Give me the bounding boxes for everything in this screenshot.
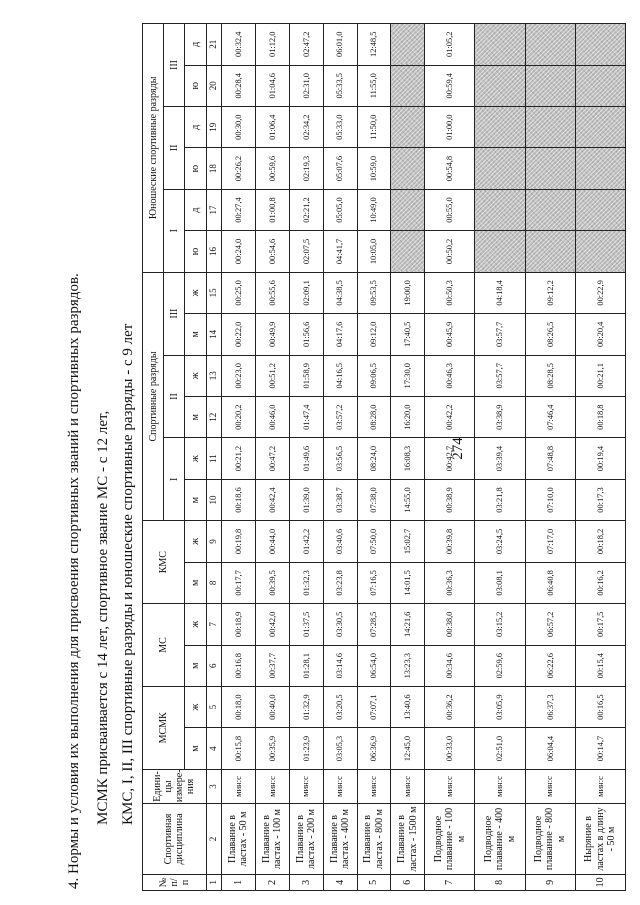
norm-value-cell: 00:19,8: [221, 521, 255, 562]
row-unit: мин:с: [391, 769, 425, 803]
norm-value-cell: 07:38,0: [357, 479, 391, 520]
norm-value-cell: 00:27,4: [221, 189, 255, 230]
norm-value-cell: 11:50,0: [357, 106, 391, 147]
norm-value-cell: 04:16,5: [323, 355, 357, 396]
row-unit: мин:с: [475, 769, 525, 803]
norm-value-cell: 01:05,2: [425, 24, 475, 66]
row-number: 7: [425, 874, 475, 890]
column-number: 2: [206, 804, 221, 875]
column-number: 5: [206, 686, 221, 727]
table-row: [289, 24, 323, 891]
header-youth-rank-1: I: [164, 189, 185, 272]
norm-value-cell: 00:28,4: [221, 65, 255, 106]
norm-value-cell: 07:50,0: [357, 521, 391, 562]
norm-value-cell: 00:33,0: [425, 728, 475, 769]
header-youth-rank-3: III: [164, 24, 185, 107]
norm-value-cell: 01:49,6: [289, 438, 323, 479]
row-discipline: Плавание в ластах - 50 м: [221, 804, 255, 875]
norm-value-cell: 00:19,4: [575, 438, 625, 479]
norm-value-cell: 00:22,0: [221, 314, 255, 355]
no-norm-cell: [575, 24, 625, 66]
norm-value-cell: 00:42,7: [425, 438, 475, 479]
norm-value-cell: 01:12,0: [255, 24, 289, 66]
column-number: 21: [206, 24, 221, 66]
header-discipline: Спортивная дисциплина: [143, 804, 207, 875]
no-norm-cell: [575, 189, 625, 230]
row-number: 6: [391, 874, 425, 890]
header-no: № п/п: [143, 874, 207, 890]
norms-table: [142, 23, 626, 891]
norm-value-cell: 12:48,5: [357, 24, 391, 66]
norm-value-cell: 03:40,6: [323, 521, 357, 562]
norm-value-cell: 06:22,6: [525, 645, 575, 686]
row-unit: мин:с: [425, 769, 475, 803]
norm-value-cell: 00:35,9: [255, 728, 289, 769]
column-number: 6: [206, 645, 221, 686]
norm-value-cell: 03:38,9: [475, 396, 525, 437]
column-number: 16: [206, 231, 221, 272]
norm-value-cell: 05:33,5: [323, 65, 357, 106]
no-norm-cell: [525, 189, 575, 230]
row-unit: мин:с: [255, 769, 289, 803]
norm-value-cell: 06:40,8: [525, 562, 575, 603]
row-unit: мин:с: [221, 769, 255, 803]
norm-value-cell: 03:21,8: [475, 479, 525, 520]
column-number: 10: [206, 479, 221, 520]
norm-value-cell: 00:18,2: [575, 521, 625, 562]
norm-value-cell: 01:00,8: [255, 189, 289, 230]
header-youth-ranks: Юношеские спортивные разряды: [143, 24, 164, 273]
row-discipline: Подводное плавание - 800 м: [525, 804, 575, 875]
header-sport-ranks: Спортивные разряды: [143, 272, 164, 521]
norm-value-cell: 02:31,0: [289, 65, 323, 106]
norm-value-cell: 00:44,0: [255, 521, 289, 562]
norm-value-cell: 00:18,9: [221, 604, 255, 645]
norm-value-cell: 03:38,7: [323, 479, 357, 520]
header-row-1: [143, 24, 164, 891]
norm-value-cell: 07:17,0: [525, 521, 575, 562]
header-gender-5: м: [185, 562, 206, 603]
header-gender-18: д: [185, 24, 206, 66]
norm-value-cell: 02:59,6: [475, 645, 525, 686]
age-rules-line-2: КМС, I, II, III спортивные разряды и юношеские спортивные разряды - с 9 лет: [120, 323, 136, 825]
norm-value-cell: 00:17,7: [221, 562, 255, 603]
norm-value-cell: 01:32,3: [289, 562, 323, 603]
norm-value-cell: 00:50,2: [425, 231, 475, 272]
norm-value-cell: 13:40,6: [391, 686, 425, 727]
table-row: [221, 24, 255, 891]
norm-value-cell: 08:28,0: [357, 396, 391, 437]
norm-value-cell: 10:49,0: [357, 189, 391, 230]
norm-value-cell: 00:17,3: [575, 479, 625, 520]
table-row: [475, 24, 525, 891]
norm-value-cell: 00:26,2: [221, 148, 255, 189]
norm-value-cell: 04:17,6: [323, 314, 357, 355]
no-norm-cell: [525, 65, 575, 106]
norm-value-cell: 04:41,7: [323, 231, 357, 272]
norm-value-cell: 06:37,3: [525, 686, 575, 727]
norm-value-cell: 01:32,9: [289, 686, 323, 727]
norm-value-cell: 13:23,3: [391, 645, 425, 686]
norm-value-cell: 00:18,8: [575, 396, 625, 437]
norm-value-cell: 06:01,0: [323, 24, 357, 66]
norm-value-cell: 03:57,7: [475, 355, 525, 396]
header-gender-11: м: [185, 314, 206, 355]
no-norm-cell: [475, 65, 525, 106]
norm-value-cell: 07:46,4: [525, 396, 575, 437]
norm-value-cell: 04:18,4: [475, 272, 525, 313]
norm-value-cell: 07:48,8: [525, 438, 575, 479]
column-number: 14: [206, 314, 221, 355]
norm-value-cell: 00:21,2: [221, 438, 255, 479]
norm-value-cell: 00:24,0: [221, 231, 255, 272]
header-gender-1: м: [185, 728, 206, 769]
norm-value-cell: 10:05,0: [357, 231, 391, 272]
norm-value-cell: 15:02,7: [391, 521, 425, 562]
row-number: 8: [475, 874, 525, 890]
norm-value-cell: 00:59,4: [425, 65, 475, 106]
header-gender-17: ю: [185, 65, 206, 106]
norm-value-cell: 17:40,5: [391, 314, 425, 355]
table-row: [391, 24, 425, 891]
norm-value-cell: 00:22,9: [575, 272, 625, 313]
row-unit: мин:с: [575, 769, 625, 803]
no-norm-cell: [475, 189, 525, 230]
header-gender-16: д: [185, 106, 206, 147]
page-number: 274: [449, 437, 466, 460]
norm-value-cell: 00:46,0: [255, 396, 289, 437]
column-number: 15: [206, 272, 221, 313]
norm-value-cell: 00:50,3: [425, 272, 475, 313]
header-gender-9: м: [185, 396, 206, 437]
norm-value-cell: 03:57,2: [323, 396, 357, 437]
norm-value-cell: 02:19,3: [289, 148, 323, 189]
norm-value-cell: 00:49,9: [255, 314, 289, 355]
norm-value-cell: 03:08,1: [475, 562, 525, 603]
norm-value-cell: 00:55,6: [255, 272, 289, 313]
norm-value-cell: 00:21,1: [575, 355, 625, 396]
norm-value-cell: 05:05,0: [323, 189, 357, 230]
no-norm-cell: [575, 65, 625, 106]
header-sport-rank-1: I: [164, 438, 185, 521]
header-gender-3: м: [185, 645, 206, 686]
norm-value-cell: 06:36,9: [357, 728, 391, 769]
norm-value-cell: 01:04,6: [255, 65, 289, 106]
no-norm-cell: [525, 24, 575, 66]
norm-value-cell: 14:21,6: [391, 604, 425, 645]
norm-value-cell: 00:16,5: [575, 686, 625, 727]
no-norm-cell: [475, 106, 525, 147]
no-norm-cell: [391, 189, 425, 230]
header-gender-4: ж: [185, 604, 206, 645]
header-sport-rank-3: III: [164, 272, 185, 355]
norm-value-cell: 03:05,3: [323, 728, 357, 769]
norm-value-cell: 03:39,4: [475, 438, 525, 479]
column-number: 17: [206, 189, 221, 230]
norm-value-cell: 02:51,0: [475, 728, 525, 769]
row-discipline: Ныряние в ластах в длину - 50 м: [575, 804, 625, 875]
table-row: [425, 24, 475, 891]
row-discipline: Плавание в ластах - 200 м: [289, 804, 323, 875]
row-number: 2: [255, 874, 289, 890]
table-row: [575, 24, 625, 891]
norm-value-cell: 01:00,0: [425, 106, 475, 147]
no-norm-cell: [575, 106, 625, 147]
column-number: 13: [206, 355, 221, 396]
header-gender-15: ю: [185, 148, 206, 189]
no-norm-cell: [391, 106, 425, 147]
norm-value-cell: 00:23,0: [221, 355, 255, 396]
no-norm-cell: [475, 148, 525, 189]
norm-value-cell: 06:57,2: [525, 604, 575, 645]
norm-value-cell: 01:06,4: [255, 106, 289, 147]
norm-value-cell: 08:24,0: [357, 438, 391, 479]
norm-value-cell: 10:59,0: [357, 148, 391, 189]
norm-value-cell: 00:39,8: [425, 521, 475, 562]
norm-value-cell: 02:47,2: [289, 24, 323, 66]
norm-value-cell: 03:14,6: [323, 645, 357, 686]
no-norm-cell: [525, 148, 575, 189]
column-number: 7: [206, 604, 221, 645]
table-row: [525, 24, 575, 891]
row-discipline: Подводное плавание - 400 м: [475, 804, 525, 875]
column-number: 4: [206, 728, 221, 769]
column-number: 12: [206, 396, 221, 437]
row-discipline: Подводное плавание - 100 м: [425, 804, 475, 875]
norm-value-cell: 00:38,0: [425, 604, 475, 645]
norm-value-cell: 00:32,4: [221, 24, 255, 66]
norm-value-cell: 02:21,2: [289, 189, 323, 230]
norm-value-cell: 00:20,4: [575, 314, 625, 355]
row-number: 5: [357, 874, 391, 890]
norm-value-cell: 00:51,2: [255, 355, 289, 396]
row-discipline: Плавание в ластах - 1500 м: [391, 804, 425, 875]
norm-value-cell: 00:15,8: [221, 728, 255, 769]
no-norm-cell: [391, 148, 425, 189]
norm-value-cell: 00:36,2: [425, 686, 475, 727]
norm-value-cell: 01:47,4: [289, 396, 323, 437]
norm-value-cell: 03:05,9: [475, 686, 525, 727]
norm-value-cell: 17:30,0: [391, 355, 425, 396]
norm-value-cell: 03:20,5: [323, 686, 357, 727]
header-unit: Едини-цы измере-ния: [143, 769, 207, 803]
norm-value-cell: 04:38,5: [323, 272, 357, 313]
norm-value-cell: 06:54,0: [357, 645, 391, 686]
norm-value-cell: 00:25,0: [221, 272, 255, 313]
norm-value-cell: 07:28,5: [357, 604, 391, 645]
row-number: 4: [323, 874, 357, 890]
norm-value-cell: 11:55,0: [357, 65, 391, 106]
norm-value-cell: 00:46,3: [425, 355, 475, 396]
norm-value-cell: 07:10,0: [525, 479, 575, 520]
column-number: 19: [206, 106, 221, 147]
norm-value-cell: 05:33,0: [323, 106, 357, 147]
header-msmk: МСМК: [143, 686, 185, 769]
header-youth-rank-2: II: [164, 106, 185, 189]
norm-value-cell: 16:08,3: [391, 438, 425, 479]
norm-value-cell: 00:45,9: [425, 314, 475, 355]
norm-value-cell: 00:42,0: [255, 604, 289, 645]
norm-value-cell: 00:34,6: [425, 645, 475, 686]
norm-value-cell: 03:15,2: [475, 604, 525, 645]
norm-value-cell: 00:15,4: [575, 645, 625, 686]
norm-value-cell: 12:45,0: [391, 728, 425, 769]
header-gender-7: м: [185, 479, 206, 520]
norm-value-cell: 01:42,2: [289, 521, 323, 562]
norm-value-cell: 01:56,6: [289, 314, 323, 355]
row-unit: мин:с: [357, 769, 391, 803]
row-discipline: Плавание в ластах - 800 м: [357, 804, 391, 875]
norm-value-cell: 00:20,2: [221, 396, 255, 437]
table-row: [357, 24, 391, 891]
norm-value-cell: 02:34,2: [289, 106, 323, 147]
norm-value-cell: 00:36,3: [425, 562, 475, 603]
norm-value-cell: 00:42,4: [255, 479, 289, 520]
norm-value-cell: 03:24,5: [475, 521, 525, 562]
header-sport-rank-2: II: [164, 355, 185, 438]
norm-value-cell: 07:16,5: [357, 562, 391, 603]
column-number: 20: [206, 65, 221, 106]
row-number: 10: [575, 874, 625, 890]
header-ms: МС: [143, 604, 185, 687]
no-norm-cell: [391, 231, 425, 272]
column-number-row: [206, 24, 221, 891]
header-gender-2: ж: [185, 686, 206, 727]
norm-value-cell: 00:16,8: [221, 645, 255, 686]
header-gender-14: д: [185, 189, 206, 230]
norm-value-cell: 01:28,1: [289, 645, 323, 686]
norm-value-cell: 00:37,7: [255, 645, 289, 686]
norm-value-cell: 09:12,2: [525, 272, 575, 313]
norm-value-cell: 00:18,0: [221, 686, 255, 727]
norm-value-cell: 00:14,7: [575, 728, 625, 769]
column-number: 18: [206, 148, 221, 189]
norm-value-cell: 00:55,0: [425, 189, 475, 230]
row-discipline: Плавание в ластах - 400 м: [323, 804, 357, 875]
norm-value-cell: 00:30,0: [221, 106, 255, 147]
norm-value-cell: 00:40,0: [255, 686, 289, 727]
norm-value-cell: 16:20,0: [391, 396, 425, 437]
norm-value-cell: 00:17,5: [575, 604, 625, 645]
row-number: 3: [289, 874, 323, 890]
no-norm-cell: [475, 231, 525, 272]
row-number: 1: [221, 874, 255, 890]
age-rules-line-1: МСМК присваивается с 14 лет, спортивное звание МС - с 12 лет,: [95, 410, 111, 825]
norm-value-cell: 01:58,9: [289, 355, 323, 396]
norm-value-cell: 00:18,6: [221, 479, 255, 520]
norm-value-cell: 01:23,9: [289, 728, 323, 769]
row-number: 9: [525, 874, 575, 890]
no-norm-cell: [391, 24, 425, 66]
norm-value-cell: 19:00,0: [391, 272, 425, 313]
row-unit: мин:с: [525, 769, 575, 803]
no-norm-cell: [475, 24, 525, 66]
column-number: 1: [206, 874, 221, 890]
no-norm-cell: [391, 65, 425, 106]
norm-value-cell: 03:56,5: [323, 438, 357, 479]
norm-value-cell: 06:04,4: [525, 728, 575, 769]
norm-value-cell: 00:16,2: [575, 562, 625, 603]
no-norm-cell: [575, 148, 625, 189]
document-title: 4. Нормы и условия их выполнения для присвоения спортивных званий и спортивных разрядов.: [66, 273, 82, 889]
header-gender-row: [185, 24, 206, 891]
norm-value-cell: 00:54,6: [255, 231, 289, 272]
norm-value-cell: 00:42,2: [425, 396, 475, 437]
row-discipline: Плавание в ластах - 100 м: [255, 804, 289, 875]
norm-value-cell: 14:55,0: [391, 479, 425, 520]
no-norm-cell: [525, 106, 575, 147]
header-gender-13: ю: [185, 231, 206, 272]
norm-value-cell: 00:39,5: [255, 562, 289, 603]
row-unit: мин:с: [323, 769, 357, 803]
norm-value-cell: 09:06,5: [357, 355, 391, 396]
column-number: 11: [206, 438, 221, 479]
header-kms: КМС: [143, 521, 185, 604]
norm-value-cell: 00:47,2: [255, 438, 289, 479]
no-norm-cell: [575, 231, 625, 272]
norm-value-cell: 14:01,5: [391, 562, 425, 603]
column-number: 8: [206, 562, 221, 603]
norm-value-cell: 00:38,9: [425, 479, 475, 520]
norm-value-cell: 00:59,6: [255, 148, 289, 189]
norm-value-cell: 08:28,5: [525, 355, 575, 396]
header-gender-8: ж: [185, 438, 206, 479]
norm-value-cell: 07:07,1: [357, 686, 391, 727]
norm-value-cell: 05:07,6: [323, 148, 357, 189]
norm-value-cell: 00:54,8: [425, 148, 475, 189]
table-row: [255, 24, 289, 891]
column-number: 9: [206, 521, 221, 562]
norm-value-cell: 02:07,5: [289, 231, 323, 272]
norm-value-cell: 03:23,8: [323, 562, 357, 603]
norm-value-cell: 03:57,7: [475, 314, 525, 355]
norm-value-cell: 01:37,5: [289, 604, 323, 645]
column-number: 3: [206, 769, 221, 803]
norm-value-cell: 08:26,5: [525, 314, 575, 355]
header-gender-12: ж: [185, 272, 206, 313]
no-norm-cell: [525, 231, 575, 272]
table-row: [323, 24, 357, 891]
norm-value-cell: 09:12,0: [357, 314, 391, 355]
norm-value-cell: 03:30,5: [323, 604, 357, 645]
header-gender-6: ж: [185, 521, 206, 562]
norm-value-cell: 09:53,5: [357, 272, 391, 313]
norm-value-cell: 01:39,0: [289, 479, 323, 520]
header-gender-10: ж: [185, 355, 206, 396]
norm-value-cell: 02:09,1: [289, 272, 323, 313]
row-unit: мин:с: [289, 769, 323, 803]
